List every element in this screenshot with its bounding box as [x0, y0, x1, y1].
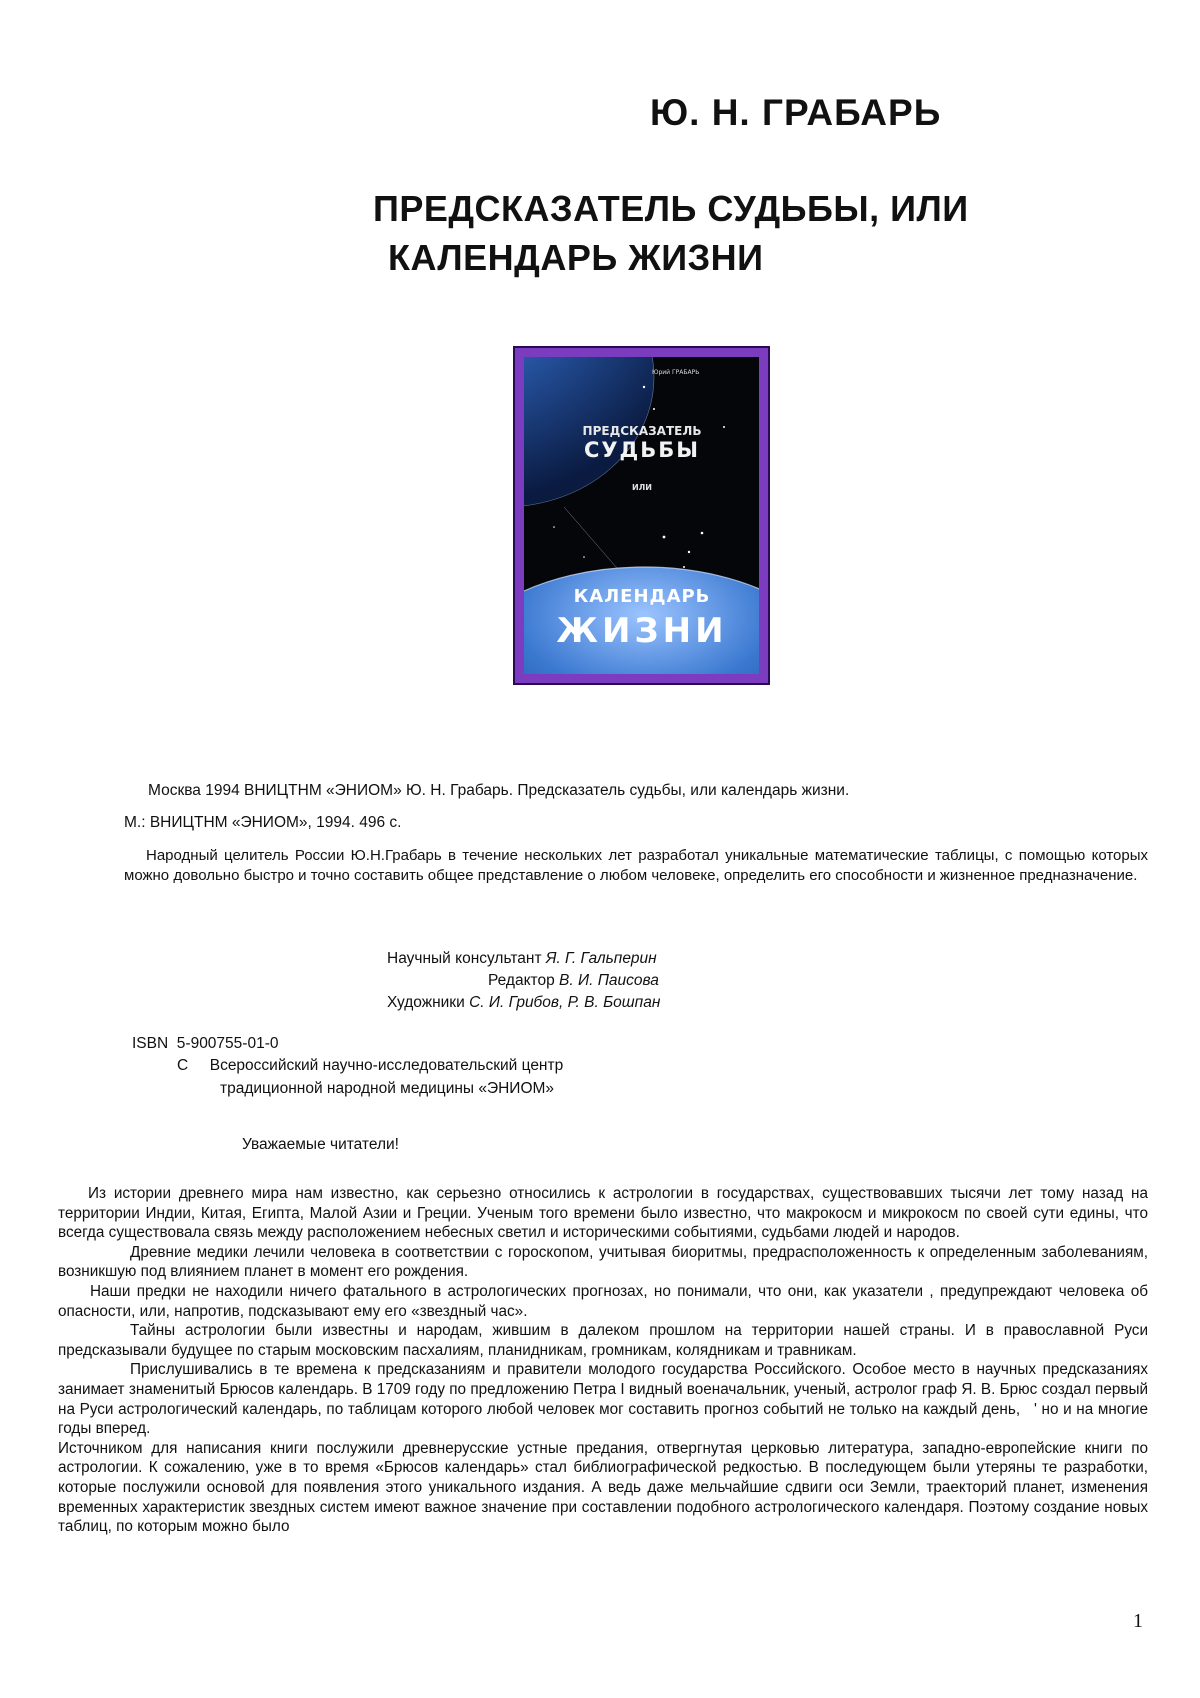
credit-editor-name: В. И. Паисова [559, 972, 659, 989]
imprint-line-2: М.: ВНИЦТНМ «ЭНИОМ», 1994. 496 с. [124, 814, 402, 831]
cover-author-text: Юрий ГРАБАРЬ [652, 369, 700, 376]
greeting: Уважаемые читатели! [242, 1136, 399, 1153]
isbn: ISBN 5-900755-01-0 [132, 1035, 279, 1052]
credit-editor [488, 972, 659, 990]
author-name: Ю. Н. ГРАБАРЬ [650, 92, 942, 133]
paragraph: Наши предки не находили ничего фатального в астрологических прогнозах, но понимали, что они, как указатели , предупреждают человека об опасности, или, напротив, подсказывают ему его «звездный час». [58, 1282, 1148, 1320]
annotation-text: Народный целитель России Ю.Н.Грабарь в течение нескольких лет разработал уникальные математические таблицы, с помощью которых можно довольно быстро и точно составить общее представление о любом человеке, определить его способности и жизненное предназначение. [124, 847, 1148, 884]
cover-title-line-4: КАЛЕНДАРЬ [573, 586, 711, 607]
book-title-line-1: ПРЕДСКАЗАТЕЛЬ СУДЬБЫ, ИЛИ [373, 188, 969, 229]
annotation [124, 846, 1148, 886]
paragraph: Тайны астрологии были известны и народам, жившим в далеком прошлом на территории нашей страны. И в православной Руси предсказывали будущее по старым московским пасхалиям, планидникам, громникам, колядникам и травникам. [58, 1322, 1148, 1359]
imprint-line-1: Москва 1994 ВНИЦТНМ «ЭНИОМ» Ю. Н. Грабарь. Предсказатель судьбы, или календарь жизни. [148, 782, 850, 799]
cover-title-line-2: СУДЬБЫ [583, 438, 701, 462]
credit-consultant [387, 950, 657, 968]
cover-title-line-1: ПРЕДСКАЗАТЕЛЬ [582, 424, 702, 438]
page-number: 1 [1133, 1610, 1143, 1632]
cover-title-line-5: ЖИЗНИ [556, 611, 728, 651]
paragraph: Источником для написания книги послужили древнерусские устные предания, отвергнутая церковью литература, западно-европейские книги по астрологии. К сожалению, уже в то время «Брюсов календарь» стал библиографической редкостью. В последующем были утеряны те разработки, которые послужили основой для появления этого уникального издания. А ведь даже мельчайшие сдвиги оси Земли, траекторий планет, изменения временных характеристик звездных систем имеют важное значение при составлении подобного астрологического календаря. Поэтому создание новых таблиц, по которым можно было [58, 1439, 1148, 1536]
credit-editor-label: Редактор [488, 972, 555, 989]
preface-body [58, 1184, 1153, 1537]
credit-artists [387, 994, 660, 1012]
paragraph: Прислушивались в те времена к предсказаниям и правители молодого государства Российского. Особое место в научных предсказаниях занимает знаменитый Брюсов календарь. В 1709 году по предложению Петра I видный военачальник, ученый, астролог граф Я. В. Брюс создал первый на Руси астрологический календарь, по таблицам которого любой человек мог составить прогноз событий не только на каждый день, ' но и на многие годы вперед. [58, 1361, 1153, 1438]
credit-artists-names: С. И. Грибов, Р. В. Бошпан [469, 994, 661, 1011]
book-cover-image [513, 346, 770, 685]
credit-consultant-label: Научный консультант [387, 950, 542, 967]
copyright-line-2: традиционной народной медицины «ЭНИОМ» [220, 1080, 555, 1097]
cover-artwork [524, 357, 759, 674]
paragraph: Древние медики лечили человека в соответствии с гороскопом, учитывая биоритмы, предрасположенность к определенным заболеваниям, возникшую под влиянием планет в момент его рождения. [58, 1243, 1148, 1281]
credit-artists-label: Художники [387, 994, 465, 1011]
book-title-line-2: КАЛЕНДАРЬ ЖИЗНИ [388, 237, 764, 278]
paragraph: Из истории древнего мира нам известно, как серьезно относились к астрологии в государствах, существовавших тысячи лет тому назад на территории Индии, Китая, Египта, Малой Азии и Греции. Ученым того времени было известно, что макрокосм и микрокосм по своей сути едины, что всегда существовала связь между расположением небесных светил и историческими событиями, судьбами людей и народов. [58, 1185, 1148, 1242]
copyright-line-1: С Всероссийский научно-исследовательский центр [177, 1057, 564, 1074]
credit-consultant-name: Я. Г. Гальперин [545, 950, 657, 967]
cover-title-line-3: ИЛИ [631, 483, 653, 492]
